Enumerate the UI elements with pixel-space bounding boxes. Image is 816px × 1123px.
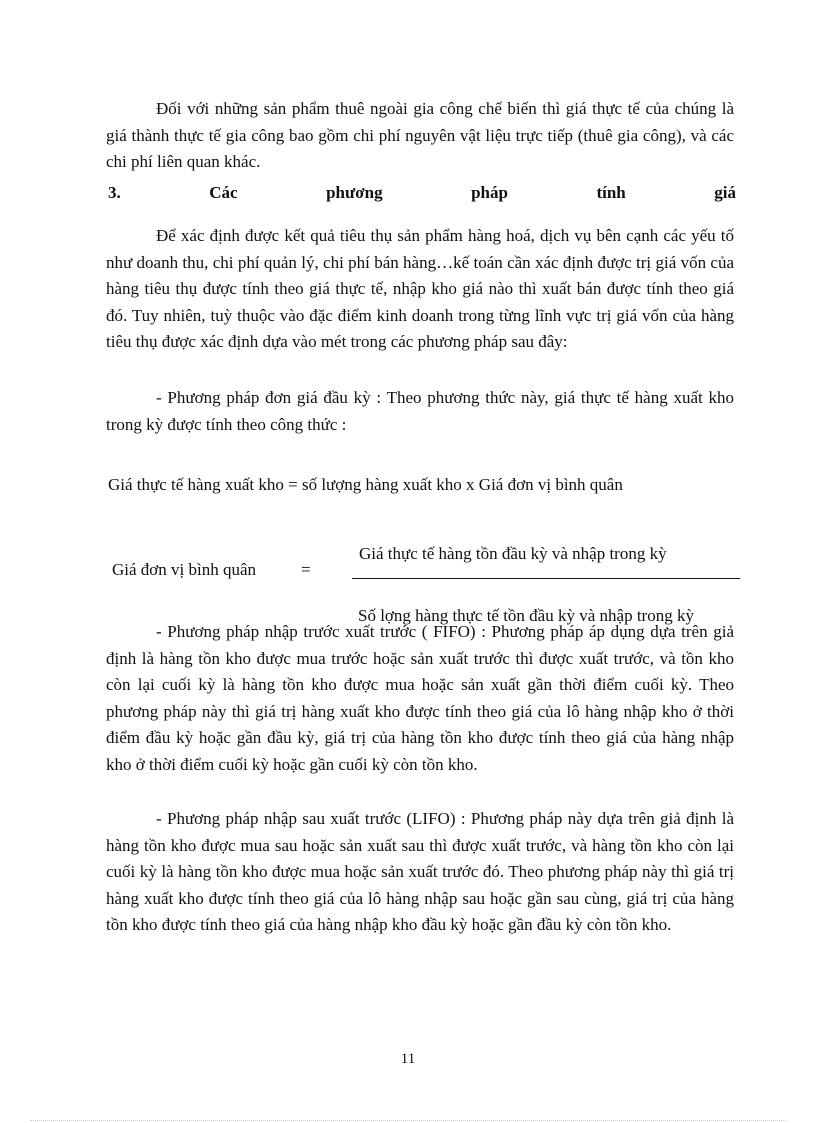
- page-divider: [30, 1120, 786, 1121]
- paragraph-cost-methods-intro: Để xác định được kết quả tiêu thụ sản phẩm hàng hoá, dịch vụ bên cạnh các yếu tố như doanh thu, chi phí quản lý, chi phí bán hàng…kế toán cần xác định được trị giá vốn của hàng tiêu thụ được tính theo giá thực tế, nhập kho giá nào thì xuất bán được tính theo giá đó. Tuy nhiên, tuỳ thuộc vào đặc điểm kinh doanh trong từng lĩnh vực trị giá vốn của hàng tiêu thụ được xác định dựa vào mét trong các phương pháp sau đây:: [106, 226, 734, 351]
- formula-label: Giá đơn vị bình quân: [112, 560, 257, 579]
- formula-numerator: Giá thực tế hàng tồn đầu kỳ và nhập trong kỳ: [359, 544, 667, 563]
- formula-equals: =: [301, 560, 311, 579]
- formula-denominator: Số lợng hàng thực tế tồn đầu kỳ và nhập trong kỳ: [358, 606, 694, 625]
- fraction-bar: [352, 578, 740, 579]
- paragraph-opening-unit-price: - Phương pháp đơn giá đầu kỳ : Theo phương thức này, giá thực tế hàng xuất kho trong kỳ được tính theo công thức :: [106, 388, 734, 434]
- paragraph-fifo: - Phương pháp nhập trước xuất trước ( FIFO) : Phương pháp áp dụng dựa trên giả định là hàng tồn kho được mua trước hoặc sản xuất trước thì được xuất trước, và tồn kho còn lại cuối kỳ là hàng tồn kho được mua hoặc sản xuất gần thời điểm cuối kỳ. Theo phương pháp này thì giá trị hàng xuất kho được tính theo giá của lô hàng nhập kho ở thời điểm đầu kỳ hoặc gần đầu kỳ, giá trị của hàng tồn kho được tính theo giá của hàng nhập kho ở thời điểm cuối kỳ hoặc gần cuối kỳ còn tồn kho.: [106, 622, 734, 774]
- formula-issue-value: Giá thực tế hàng xuất kho = số lượng hàng xuất kho x Giá đơn vị bình quân: [108, 475, 623, 494]
- paragraph-outsourced-products: Đối với những sản phẩm thuê ngoài gia công chế biến thì giá thực tế của chúng là giá thành thực tế gia công bao gồm chi phí nguyên vật liệu trực tiếp (thuê gia công), và các chi phí liên quan khác.: [106, 99, 734, 171]
- section-heading: 3. Các phương pháp tính giá: [108, 183, 736, 202]
- page-number: 11: [400, 1051, 416, 1067]
- paragraph-lifo: - Phương pháp nhập sau xuất trước (LIFO) : Phương pháp này dựa trên giả định là hàng tồn kho được mua sau hoặc sản xuất sau thì được xuất trước, và hàng tồn kho còn lại cuối kỳ là hàng tồn kho được mua hoặc sản xuất trước đó. Theo phương pháp này thì giá trị hàng xuất kho được tính theo giá của lô hàng nhập sau hoặc gần sau cùng, giá trị của hàng tồn kho được tính theo giá của hàng nhập kho đầu kỳ hoặc gần đầu kỳ còn tồn kho.: [106, 809, 734, 934]
